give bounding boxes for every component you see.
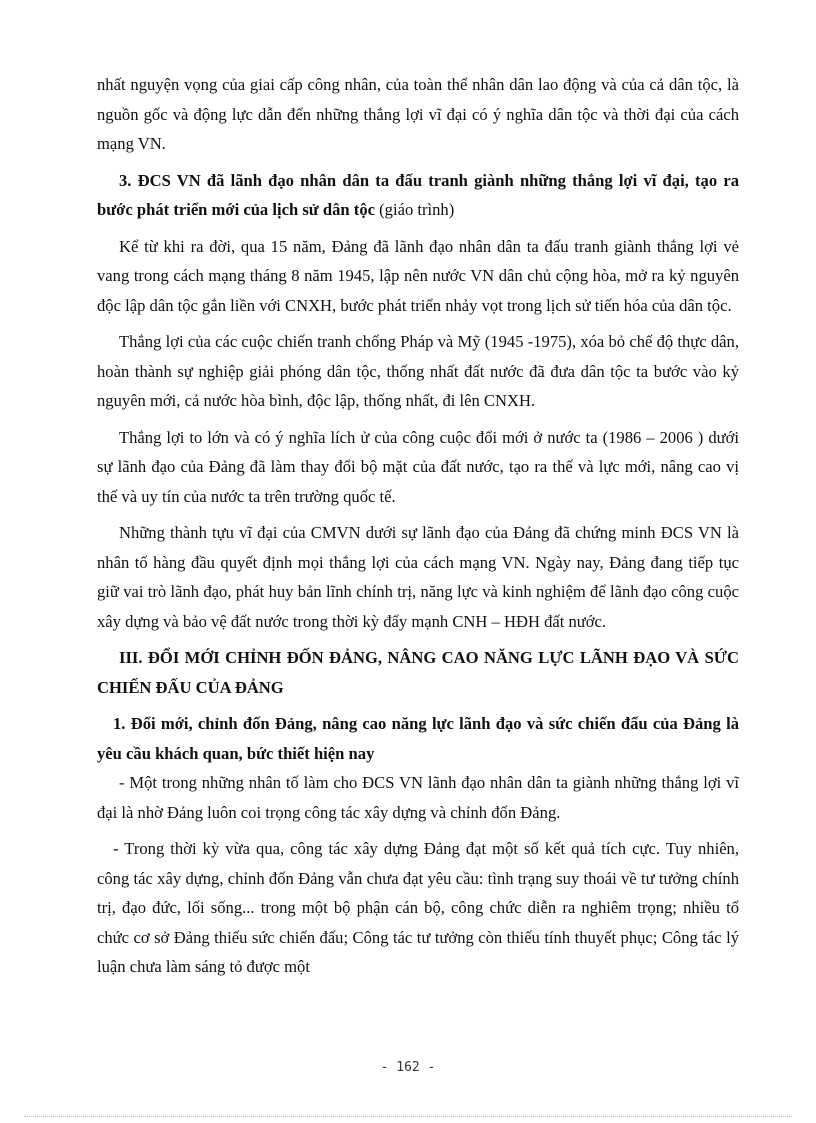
page-number: - 162 - bbox=[380, 1060, 436, 1075]
paragraph: Những thành tựu vĩ đại của CMVN dưới sự lãnh đạo của Đảng đã chứng minh ĐCS VN là nhân tố hàng đầu quyết định mọi thắng lợi của cách mạng VN. Ngày nay, Đảng đang tiếp tục giữ vai trò lãnh đạo, phát huy bản lĩnh chính trị, năng lực và kinh nghiệm để lãnh đạo công cuộc xây dựng và bảo vệ đất nước trong thời kỳ đẩy mạnh CNH – HĐH đất nước. bbox=[97, 523, 739, 631]
heading-note: (giáo trình) bbox=[375, 200, 455, 219]
paragraph: Thắng lợi to lớn và có ý nghĩa lích ử của công cuộc đổi mới ở nước ta (1986 – 2006 ) dưới sự lãnh đạo của Đảng đã làm thay đổi bộ mặt của đất nước, tạo ra thế và lực mới, nâng cao vị thế và uy tín của nước ta trên trường quốc tế. bbox=[97, 427, 739, 506]
section-heading-III bbox=[97, 643, 739, 702]
heading-text: III. ĐỔI MỚI CHỈNH ĐỐN ĐẢNG, NÂNG CAO NĂNG LỰC LÃNH ĐẠO VÀ SỨC CHIẾN ĐẤU CỦA ĐẢNG bbox=[97, 648, 739, 697]
section-heading-3 bbox=[97, 166, 739, 225]
paragraph: Kể từ khi ra đời, qua 15 năm, Đảng đã lãnh đạo nhân dân ta đấu tranh giành thắng lợi vẻ vang trong cách mạng tháng 8 năm 1945, lập nên nước VN dân chủ cộng hòa, mở ra kỷ nguyên độc lập dân tộc gắn liền với CNXH, bước phát triển nhảy vọt trong lịch sử tiến hóa của dân tộc. bbox=[97, 236, 739, 315]
heading-text: 3. ĐCS VN đã lãnh đạo nhân dân ta đấu tranh giành những thắng lợi vĩ đại, tạo ra bước phát triển mới của lịch sử dân tộc bbox=[97, 170, 739, 219]
subsection-heading-1 bbox=[97, 709, 739, 768]
heading-text: 1. Đổi mới, chỉnh đốn Đảng, nâng cao năng lực lãnh đạo và sức chiến đấu của Đảng là yêu cầu khách quan, bức thiết hiện nay bbox=[97, 714, 739, 763]
paragraph-continuation: nhất nguyện vọng của giai cấp công nhân, của toàn thể nhân dân lao động và của cả dân tộc, là nguồn gốc và động lực dẫn đến những thắng lợi vĩ đại có ý nghĩa dân tộc và thời đại của cách mạng VN. bbox=[97, 75, 739, 153]
bullet-paragraph: - Một trong những nhân tố làm cho ĐCS VN lãnh đạo nhân dân ta giành những thắng lợi vĩ đại là nhờ Đảng luôn coi trọng công tác xây dựng và chỉnh đốn Đảng. bbox=[97, 773, 739, 822]
page-bottom-divider bbox=[24, 1116, 792, 1117]
paragraph: Thắng lợi của các cuộc chiến tranh chống Pháp và Mỹ (1945 -1975), xóa bỏ chế độ thực dân, hoàn thành sự nghiệp giải phóng dân tộc, thống nhất đất nước đã đưa dân tộc ta bước vào kỷ nguyên mới, cả nước hòa bình, độc lập, thống nhất, đi lên CNXH. bbox=[97, 332, 739, 410]
bullet-paragraph: - Trong thời kỳ vừa qua, công tác xây dựng Đảng đạt một số kết quả tích cực. Tuy nhiên, công tác xây dựng, chỉnh đốn Đảng vẫn chưa đạt yêu cầu: tình trạng suy thoái về tư tưởng chính trị, đạo đức, lối sống... trong một bộ phận cán bộ, công chức diễn ra nghiêm trọng; nhiều tổ chức cơ sở Đảng thiếu sức chiến đấu; Công tác tư tưởng còn thiếu tính thuyết phục; Công tác lý luận chưa làm sáng tỏ được một bbox=[97, 839, 739, 976]
document-page bbox=[97, 70, 739, 982]
